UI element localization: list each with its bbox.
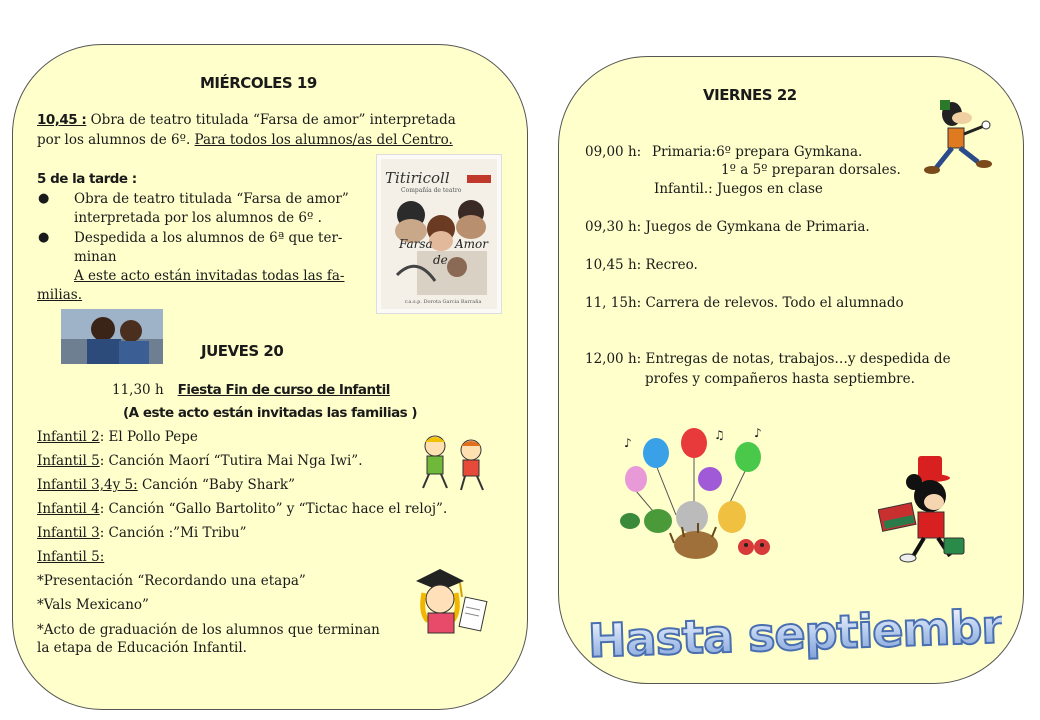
mouse-books-clipart [878, 452, 968, 564]
poster-credit: r.a.s.p. Dorota Garcia Barraña [405, 299, 482, 305]
farewell-wordart-svg [584, 594, 1002, 670]
viernes-title: VIERNES 22 [703, 86, 797, 104]
jueves-time: 11,30 h [112, 382, 164, 398]
photo-art [61, 309, 163, 364]
jueves-families: (A este acto están invitadas las familias ) [123, 405, 418, 421]
svg-text:♫: ♫ [714, 428, 725, 442]
item1-text-a: Obra de teatro titulada “Farsa de amor” interpretada [86, 112, 456, 128]
children-photo [61, 309, 163, 364]
infantil-row [37, 476, 295, 495]
balloons-animals-clipart [614, 425, 772, 570]
mouse-art [878, 452, 968, 564]
bullet-icon: ● [38, 230, 50, 245]
item1-time: 10,45 : [37, 112, 87, 128]
jueves-event-line [112, 381, 390, 400]
poster-subtitle: Compañía de teatro [401, 187, 462, 194]
r4: 11, 15h: Carrera de relevos. Todo el alumnado [585, 295, 904, 311]
extra2: *Vals Mexicano” [37, 597, 149, 613]
jueves-title: JUEVES 20 [201, 342, 284, 360]
bullet-icon: ● [38, 191, 50, 206]
miercoles-item1-line2 [37, 131, 453, 150]
theatre-poster [376, 154, 502, 314]
r5-b: profes y compañeros hasta septiembre. [645, 371, 915, 387]
infantil-row-text: Canción “Baby Shark” [137, 477, 295, 493]
graduate-art [410, 563, 492, 635]
poster-title: Titiricoll [385, 169, 450, 187]
poster-word2: de [433, 253, 448, 267]
extra3-a: *Acto de graduación de los alumnos que terminan [37, 622, 380, 638]
infantil-row-label: Infantil 3,4y 5: [37, 477, 138, 493]
tarde-label: 5 de la tarde : [37, 171, 137, 187]
infantil-row-text: : El Pollo Pepe [99, 429, 198, 445]
running-dog-art [922, 98, 998, 178]
poster-word1: Farsa [399, 237, 433, 251]
bullet1-b: interpretada por los alumnos de 6º . [74, 210, 322, 226]
jueves-event: Fiesta Fin de curso de Infantil [177, 382, 390, 398]
running-dog-clipart [922, 98, 998, 178]
bullet2-a: Despedida a los alumnos de 6ª que ter- [74, 230, 343, 246]
infantil-row-label: Infantil 3 [37, 525, 100, 541]
infantil-row [37, 500, 447, 519]
infantil-row-text: : Canción Maorí “Tutira Mai Nga Iwi”. [99, 453, 363, 469]
svg-text:♪: ♪ [754, 426, 762, 440]
r1-c: Infantil.: Juegos en clase [654, 181, 823, 197]
poster-word3: Amor [455, 237, 489, 251]
infantil-row-text: : Canción :”Mi Tribu” [99, 525, 247, 541]
r1-b: 1º a 5º preparan dorsales. [721, 162, 901, 178]
extra1: *Presentación “Recordando una etapa” [37, 573, 306, 589]
kids-art [417, 432, 491, 492]
r1-time: 09,00 h: [585, 144, 642, 160]
bullet1-a: Obra de teatro titulada “Farsa de amor” [74, 191, 349, 207]
infantil-row-label: Infantil 5 [37, 453, 100, 469]
balloons-art [614, 425, 772, 570]
infantil-row-text: : Canción “Gallo Bartolito” y “Tictac hace el reloj”. [99, 501, 448, 517]
invite-b: milias. [37, 287, 83, 303]
miercoles-item1-line1 [37, 111, 456, 130]
infantil-row-label: Infantil 5: [37, 549, 105, 565]
farewell-wordart [584, 594, 1002, 670]
invite-a: A este acto están invitadas todas las fa- [74, 268, 345, 284]
infantil-row [37, 524, 247, 543]
infantil-row [37, 428, 198, 447]
farewell-text: Hasta septiembre [587, 598, 1002, 668]
miercoles-title: MIÉRCOLES 19 [200, 74, 317, 92]
infantil-row-label: Infantil 4 [37, 501, 100, 517]
r1-a: Primaria:6º prepara Gymkana. [652, 144, 863, 160]
r2: 09,30 h: Juegos de Gymkana de Primaria. [585, 219, 870, 235]
item1-underline: Para todos los alumnos/as del Centro. [194, 132, 453, 148]
item1-text-b: por los alumnos de 6º. [37, 132, 195, 148]
svg-text:♪: ♪ [624, 436, 632, 450]
kids-clipart [417, 432, 491, 492]
graduate-clipart [410, 563, 492, 635]
r5-a: 12,00 h: Entregas de notas, trabajos…y despedida de [585, 351, 951, 367]
infantil-row [37, 452, 363, 471]
bullet2-b: minan [74, 249, 117, 265]
infantil-row [37, 548, 104, 567]
extra3-b: la etapa de Educación Infantil. [37, 640, 247, 656]
r3: 10,45 h: Recreo. [585, 257, 698, 273]
infantil-row-label: Infantil 2 [37, 429, 100, 445]
